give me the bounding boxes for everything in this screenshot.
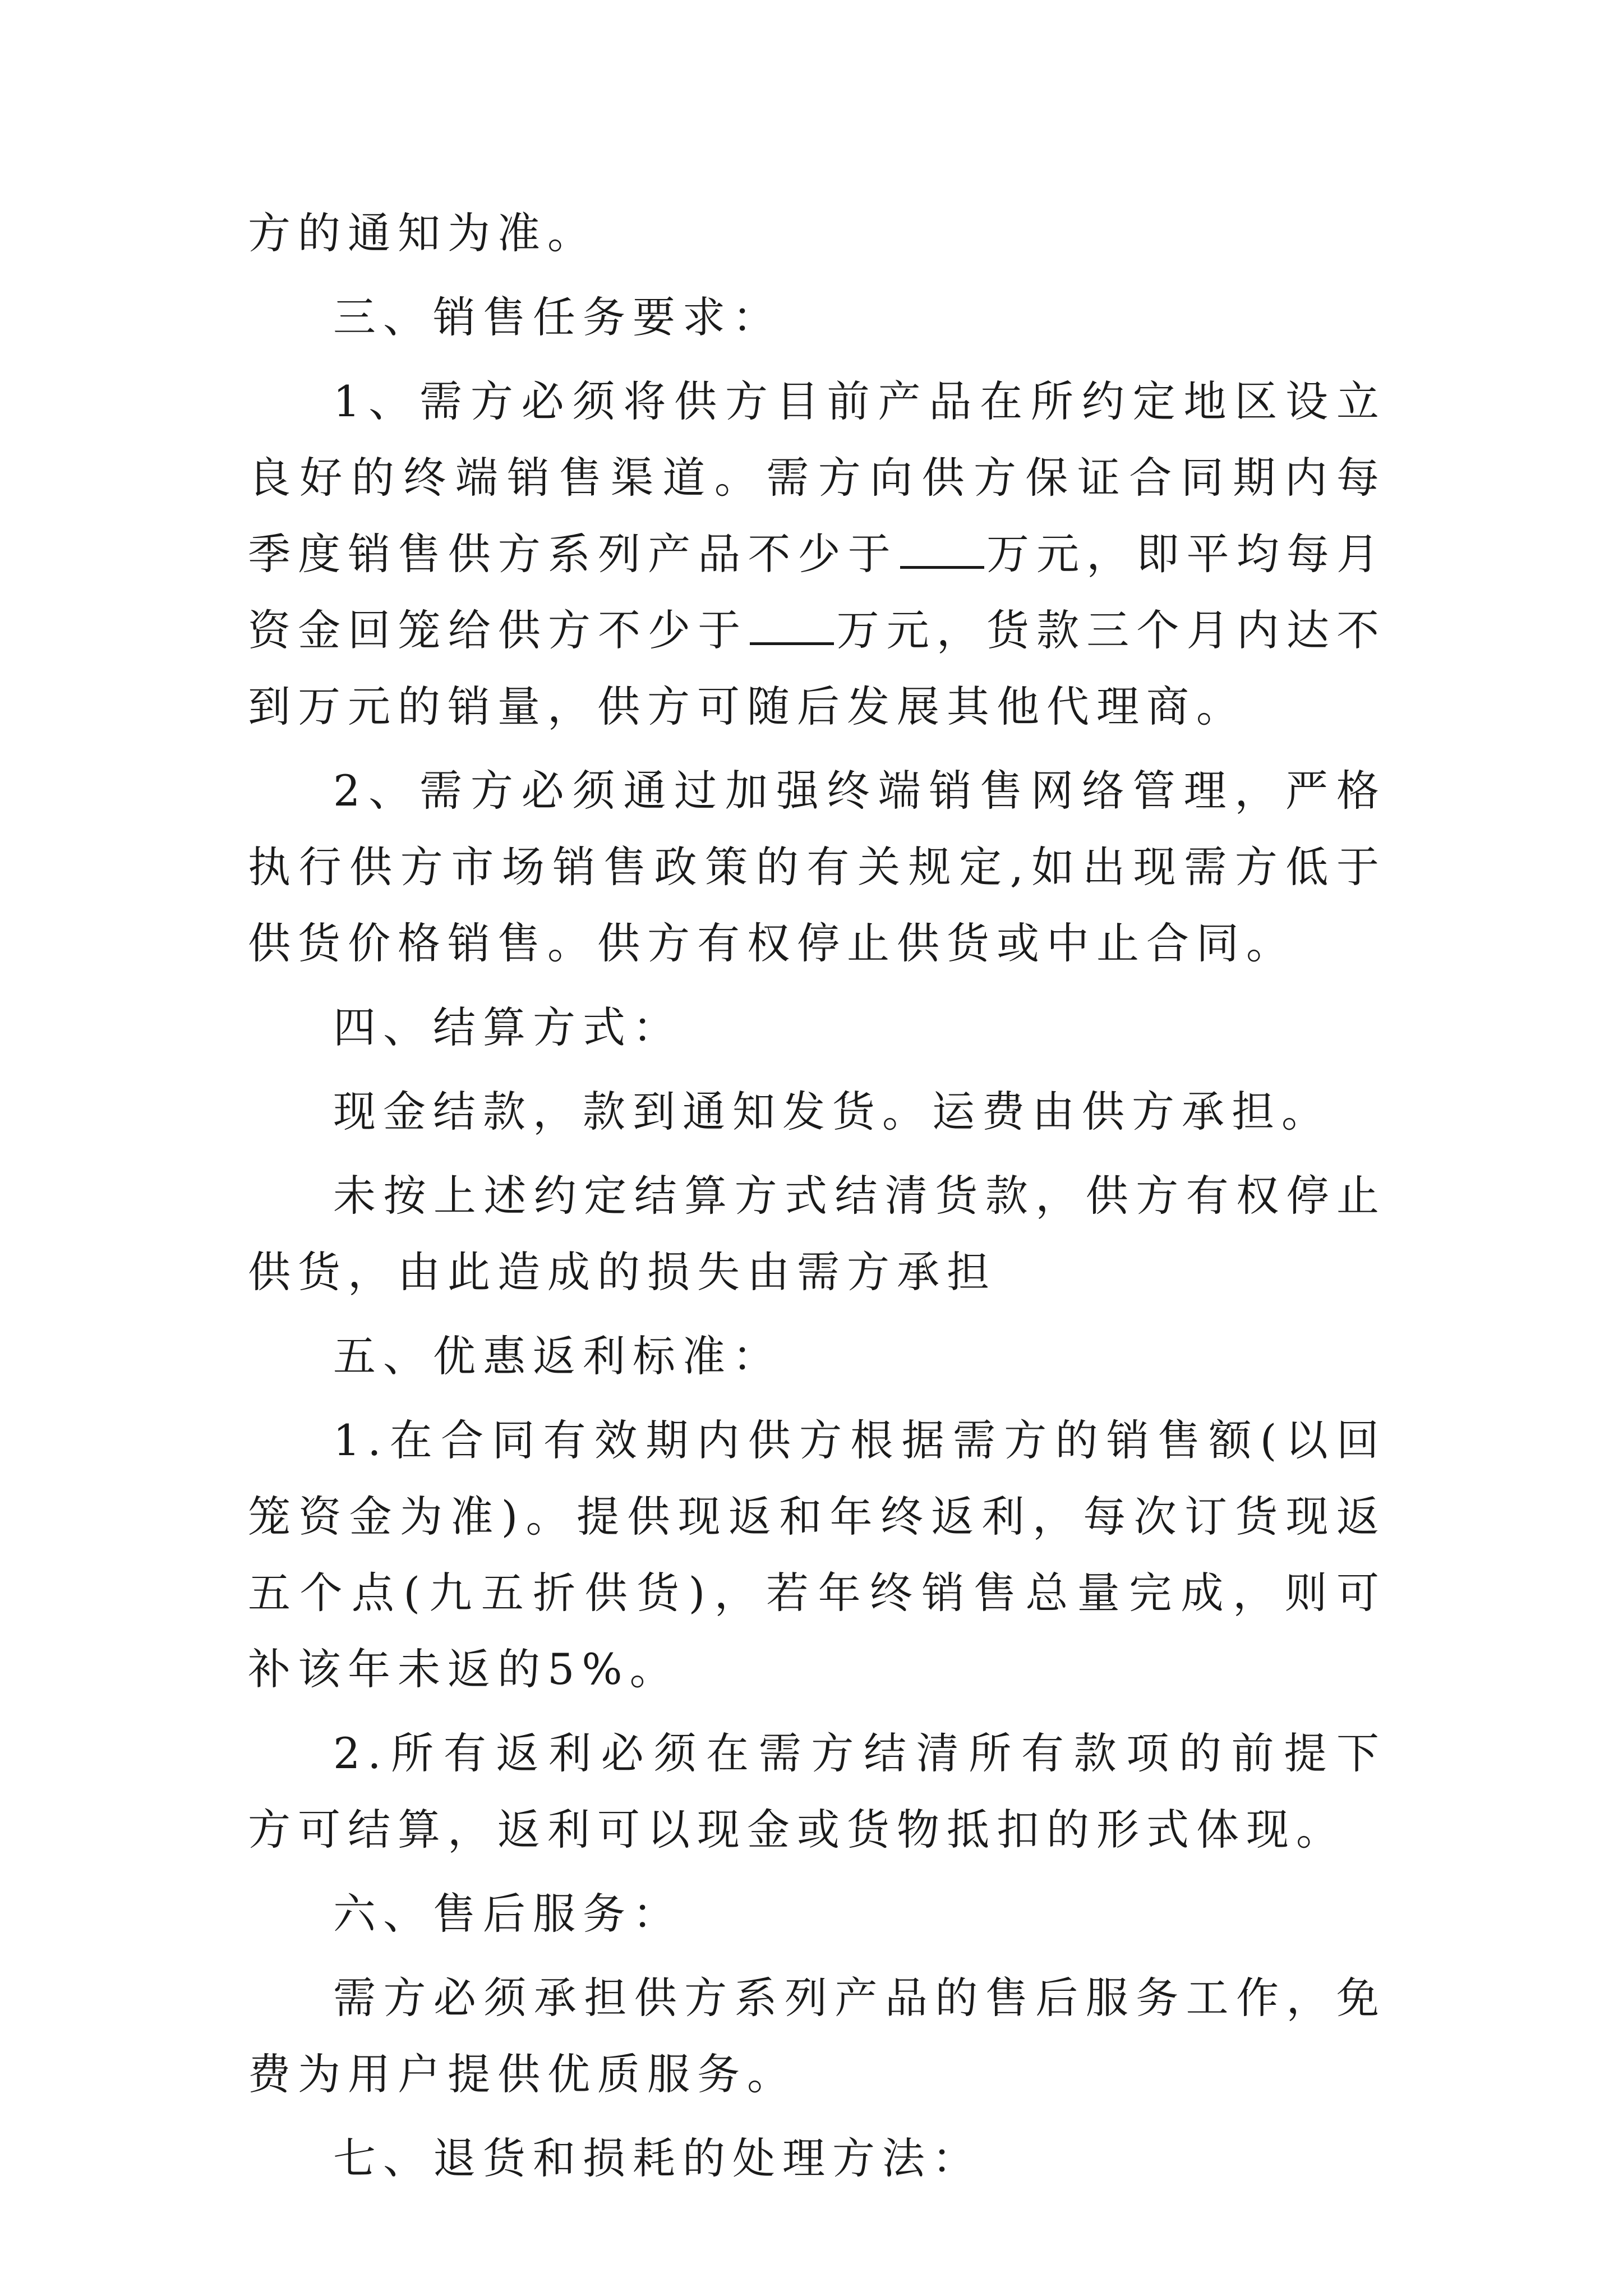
section-4-paragraph: 未按上述约定结算方式结清货款，供方有权停止供货，由此造成的损失由需方承担: [248, 1171, 1386, 1297]
section-3-heading: 三、销售任务要求：: [333, 292, 782, 342]
fill-in-blank: [900, 532, 984, 569]
fill-in-blank: [750, 609, 834, 645]
section-4-paragraph: 现金结款，款到通知发货。运费由供方承担。: [333, 1087, 1331, 1137]
document-body: [248, 195, 1386, 2205]
item-3-1: [248, 364, 1386, 745]
section-6-heading: 六、售后服务：: [333, 1889, 683, 1939]
section-7-heading: 七、退货和损耗的处理方法：: [333, 2133, 982, 2183]
item-3-2: 2、需方必须通过加强终端销售网络管理，严格执行供方市场销售政策的有关规定,如出现需方低于供货价格销售。供方有权停止供货或中止合同。: [248, 766, 1386, 968]
item-3-1-text-c: 万元，货款三个月内达不到万元的销量，供方可随后发展其他代理商。: [248, 605, 1387, 731]
continued-line: 方的通知为准。: [248, 208, 597, 258]
item-5-1: 1.在合同有效期内供方根据需方的销售额(以回笼资金为准)。提供现返和年终返利，每次订货现返五个点(九五折供货)，若年终销售总量完成，则可补该年未返的5%。: [248, 1415, 1386, 1694]
section-6-paragraph: 需方必须承担供方系列产品的售后服务工作，免费为用户提供优质服务。: [248, 1973, 1386, 2099]
item-5-2: 2.所有返利必须在需方结清所有款项的前提下方可结算，返利可以现金或货物抵扣的形式体现。: [248, 1728, 1386, 1855]
item-3-1-text-b: 万元，即平均每月资金回笼给供方不少于: [248, 529, 1387, 655]
item-3-1-text-a: 1、需方必须将供方目前产品在所约定地区设立良好的终端销售渠道。需方向供方保证合同期内每季度销售供方系列产品不少于: [248, 376, 1386, 579]
section-4-heading: 四、结算方式：: [333, 1002, 683, 1052]
section-5-heading: 五、优惠返利标准：: [333, 1331, 782, 1381]
